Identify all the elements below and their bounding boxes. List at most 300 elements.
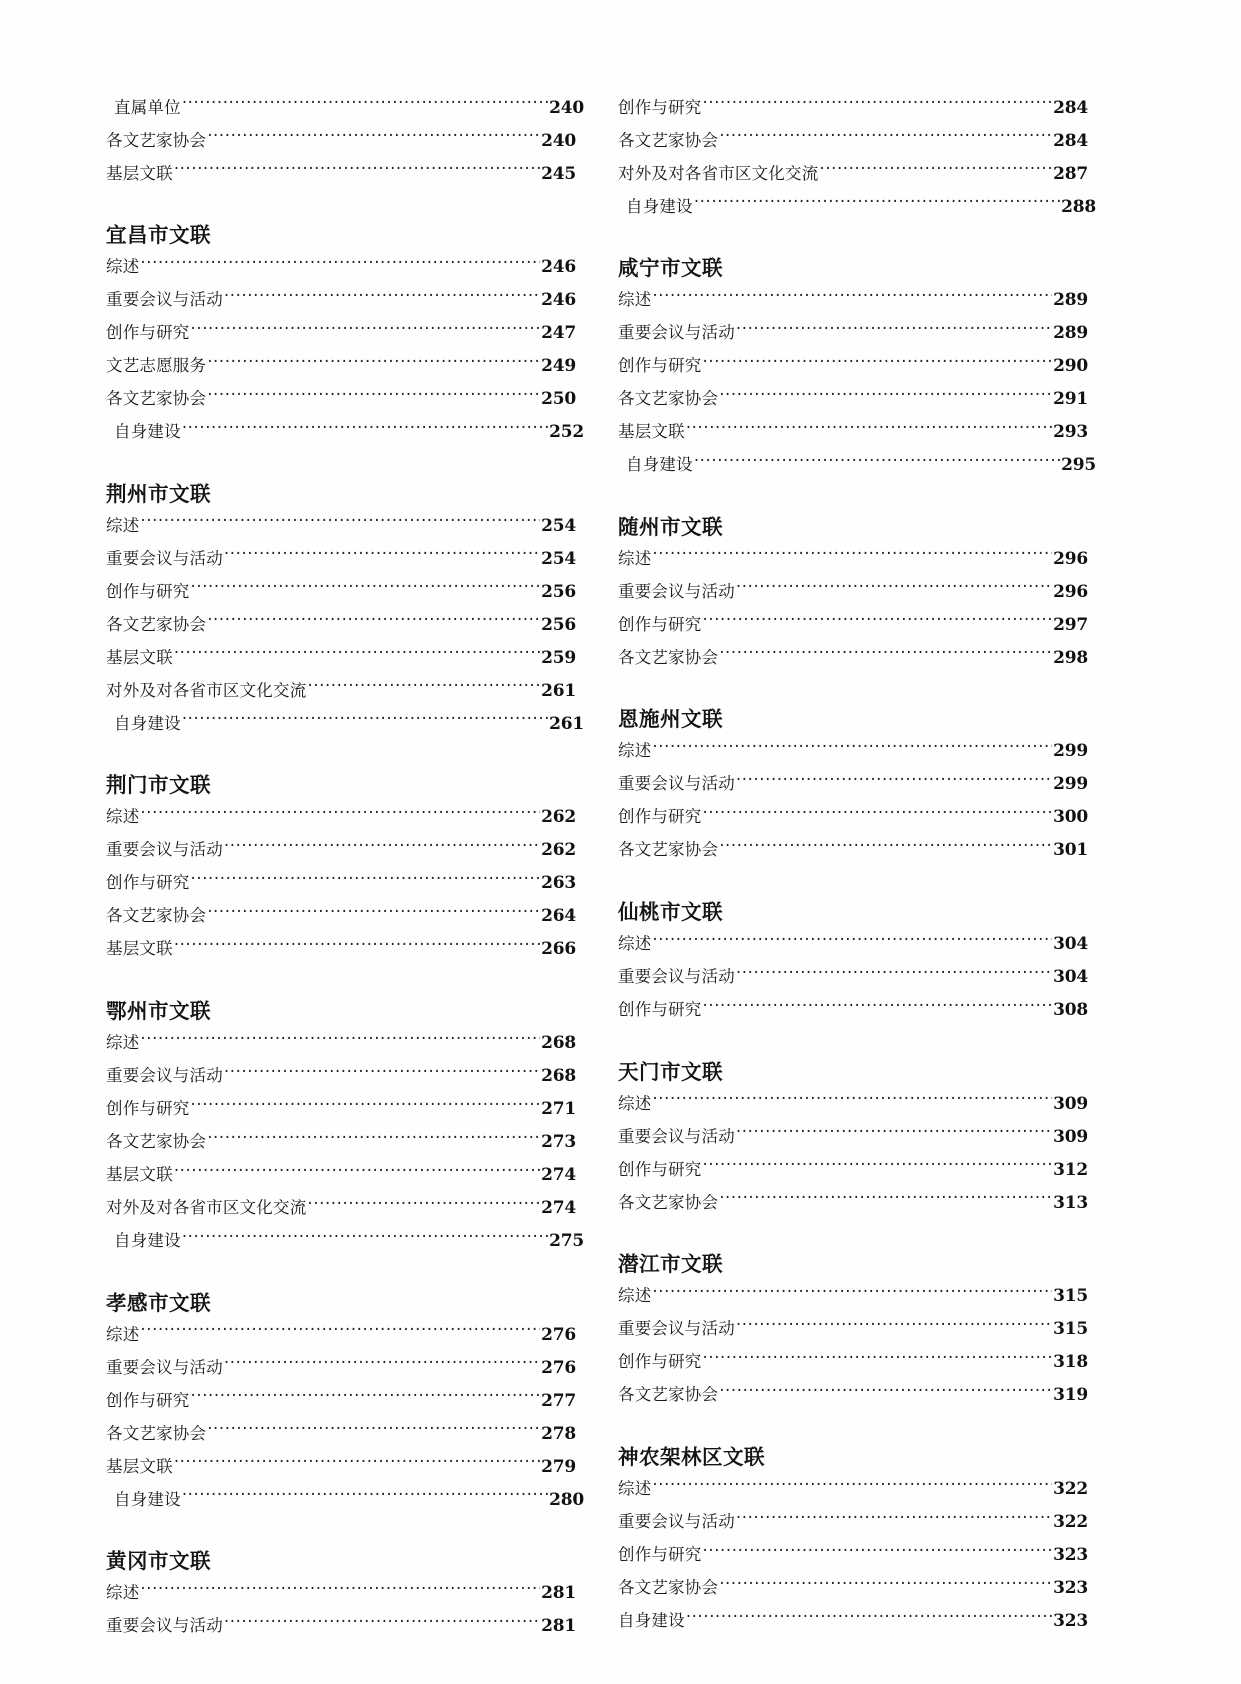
toc-page-number: 249 <box>541 356 576 377</box>
toc-page-number: 254 <box>541 548 576 569</box>
toc-columns <box>104 96 1138 1648</box>
toc-entry-label: 基层文联 <box>106 939 173 959</box>
toc-entry-label: 综述 <box>618 1093 652 1113</box>
toc-entry[interactable] <box>616 1543 1088 1576</box>
toc-entry-label: 综述 <box>618 1286 652 1306</box>
toc-dot-leader <box>207 129 540 146</box>
toc-dot-leader <box>191 322 541 339</box>
toc-page-number: 276 <box>541 1324 576 1345</box>
toc-page-number: 252 <box>549 422 584 443</box>
toc-dot-leader <box>174 646 540 663</box>
toc-dot-leader <box>694 454 1060 471</box>
toc-entry-label: 创作与研究 <box>106 581 190 601</box>
toc-dot-leader <box>686 421 1052 438</box>
toc-dot-leader <box>224 289 540 306</box>
toc-section <box>104 481 584 746</box>
toc-dot-leader <box>736 1318 1052 1335</box>
toc-entry[interactable] <box>104 1615 576 1648</box>
toc-entry-label: 综述 <box>106 807 140 827</box>
toc-entry-label: 基层文联 <box>106 1456 173 1476</box>
toc-dot-leader <box>652 740 1052 757</box>
toc-entry[interactable] <box>104 1455 576 1488</box>
toc-page-number: 313 <box>1053 1192 1088 1213</box>
toc-section-title: 神农架林区文联 <box>618 1444 765 1469</box>
toc-entry[interactable] <box>616 162 1088 195</box>
toc-section <box>104 96 584 195</box>
toc-dot-leader <box>140 256 540 273</box>
toc-entry[interactable] <box>104 1230 584 1263</box>
toc-entry-label: 重要会议与活动 <box>106 1066 223 1085</box>
toc-entry-label: 综述 <box>106 1583 140 1603</box>
toc-dot-leader <box>719 1384 1052 1401</box>
toc-section <box>616 1445 1086 1643</box>
toc-entry-label: 文艺志愿服务 <box>106 356 207 376</box>
toc-entry[interactable] <box>616 1576 1088 1609</box>
toc-section <box>104 998 584 1263</box>
toc-entry[interactable] <box>616 1318 1088 1351</box>
toc-dot-leader <box>736 773 1052 790</box>
toc-dot-leader <box>703 999 1053 1016</box>
toc-page-number: 309 <box>1053 1126 1088 1147</box>
toc-entry[interactable] <box>616 966 1088 999</box>
toc-entry-label: 重要会议与活动 <box>618 1126 735 1146</box>
toc-entry-label: 重要会议与活动 <box>618 967 735 986</box>
toc-dot-leader <box>307 1197 540 1214</box>
toc-entry-label: 重要会议与活动 <box>618 323 735 343</box>
toc-dot-leader <box>140 1582 540 1599</box>
toc-page-number: 323 <box>1053 1610 1088 1631</box>
toc-dot-leader <box>703 1543 1053 1560</box>
toc-entry[interactable] <box>104 1356 576 1389</box>
toc-section-title: 仙桃市文联 <box>618 899 723 924</box>
toc-page-number: 304 <box>1053 967 1088 987</box>
toc-page-number: 301 <box>1053 840 1088 861</box>
toc-dot-leader <box>652 933 1052 950</box>
toc-page-number: 277 <box>541 1390 576 1411</box>
toc-entry-label: 对外及对各省市区文化交流 <box>618 163 819 183</box>
toc-entry-label: 创作与研究 <box>618 807 702 827</box>
toc-entry[interactable] <box>104 679 576 712</box>
toc-entry-label: 基层文联 <box>106 647 173 667</box>
toc-entry-label: 各文艺家协会 <box>106 906 207 926</box>
toc-entry-label: 基层文联 <box>106 1165 173 1184</box>
toc-page-number: 245 <box>541 163 576 184</box>
toc-dot-leader <box>652 1285 1052 1302</box>
toc-entry[interactable] <box>104 96 584 129</box>
toc-page-number: 315 <box>1053 1286 1088 1307</box>
toc-entry-label: 各文艺家协会 <box>106 1132 207 1151</box>
toc-section-title: 黄冈市文联 <box>106 1549 211 1574</box>
toc-section <box>616 256 1096 487</box>
toc-dot-leader <box>182 1230 548 1247</box>
toc-entry-label: 综述 <box>106 1324 140 1344</box>
toc-page-number: 259 <box>541 647 576 668</box>
toc-section <box>104 1290 584 1522</box>
toc-section-title: 潜江市文联 <box>618 1252 723 1277</box>
toc-page-number: 280 <box>549 1489 584 1510</box>
toc-page-number: 319 <box>1053 1385 1088 1406</box>
toc-page-number: 262 <box>541 807 576 828</box>
toc-section-title: 鄂州市文联 <box>106 998 211 1023</box>
toc-page-number: 262 <box>541 840 576 861</box>
toc-page-number: 281 <box>541 1583 576 1604</box>
toc-page-number: 247 <box>541 323 576 344</box>
toc-entry[interactable] <box>104 547 576 580</box>
toc-entry-label: 各文艺家协会 <box>618 1385 719 1405</box>
toc-dot-leader <box>207 613 540 630</box>
toc-dot-leader <box>703 806 1053 823</box>
toc-entry[interactable] <box>616 1191 1088 1224</box>
toc-dot-leader <box>736 322 1052 339</box>
toc-entry-label: 直属单位 <box>114 97 181 117</box>
toc-entry-label: 综述 <box>618 548 652 568</box>
toc-entry-label: 各文艺家协会 <box>106 130 207 150</box>
toc-section <box>104 773 574 971</box>
toc-entry-label: 各文艺家协会 <box>106 614 207 634</box>
toc-entry[interactable] <box>616 1477 1088 1510</box>
toc-section-title: 孝感市文联 <box>106 1290 211 1315</box>
toc-page-number: 279 <box>541 1456 576 1477</box>
toc-entry[interactable] <box>104 355 576 388</box>
toc-entry-label: 综述 <box>106 515 140 535</box>
toc-page-number: 246 <box>541 257 576 278</box>
toc-page-number: 256 <box>541 614 576 635</box>
toc-entry[interactable] <box>104 580 576 613</box>
toc-entry[interactable] <box>104 256 576 289</box>
toc-dot-leader <box>819 162 1052 179</box>
toc-page-number: 261 <box>549 713 584 734</box>
toc-dot-leader <box>224 1615 540 1632</box>
toc-entry-label: 创作与研究 <box>106 1390 190 1410</box>
toc-entry[interactable] <box>104 646 576 679</box>
toc-entry-label: 创作与研究 <box>618 1544 702 1564</box>
toc-page-number: 295 <box>1061 455 1096 476</box>
toc-page-number: 254 <box>541 515 576 536</box>
toc-entry[interactable] <box>104 421 584 454</box>
toc-entry-label: 重要会议与活动 <box>618 774 735 794</box>
toc-dot-leader <box>652 289 1052 306</box>
toc-entry-label: 创作与研究 <box>618 614 702 634</box>
toc-dot-leader <box>140 806 540 823</box>
toc-entry[interactable] <box>104 1164 576 1197</box>
toc-entry-label: 重要会议与活动 <box>618 581 735 601</box>
toc-page-number: 298 <box>1053 647 1088 668</box>
toc-section-title: 恩施州文联 <box>618 707 723 732</box>
toc-dot-leader <box>191 872 541 889</box>
toc-page-number: 322 <box>1053 1511 1088 1532</box>
toc-dot-leader <box>174 938 540 955</box>
toc-entry[interactable] <box>616 195 1096 228</box>
toc-entry[interactable] <box>104 938 576 971</box>
toc-dot-leader <box>703 96 1053 113</box>
toc-section-title: 随州市文联 <box>618 514 723 539</box>
toc-entry[interactable] <box>104 289 576 322</box>
toc-page-number: 300 <box>1053 807 1088 828</box>
toc-right-column <box>616 96 1096 1648</box>
toc-entry-label: 对外及对各省市区文化交流 <box>106 680 307 700</box>
toc-dot-leader <box>140 514 540 531</box>
toc-page-number: 275 <box>549 1231 584 1251</box>
toc-entry[interactable] <box>616 1158 1088 1191</box>
toc-entry[interactable] <box>616 355 1088 388</box>
toc-entry[interactable] <box>616 1384 1088 1417</box>
toc-entry-label: 创作与研究 <box>618 97 702 117</box>
toc-page-number: 308 <box>1053 1000 1088 1020</box>
toc-entry[interactable] <box>616 1092 1088 1125</box>
toc-section <box>616 900 1086 1032</box>
toc-page-number: 266 <box>541 939 576 960</box>
toc-entry-label: 重要会议与活动 <box>106 548 223 568</box>
toc-entry[interactable] <box>616 1125 1088 1158</box>
toc-entry-label: 各文艺家协会 <box>618 389 719 409</box>
toc-entry[interactable] <box>616 388 1088 421</box>
toc-dot-leader <box>719 1576 1052 1593</box>
toc-section <box>104 1549 574 1648</box>
toc-entry[interactable] <box>616 1510 1088 1543</box>
toc-page-number: 284 <box>1053 97 1088 118</box>
toc-entry-label: 创作与研究 <box>618 356 702 376</box>
toc-section-title: 天门市文联 <box>618 1059 723 1084</box>
toc-entry[interactable] <box>104 712 584 745</box>
toc-page-number: 304 <box>1053 934 1088 954</box>
toc-entry[interactable] <box>616 547 1088 580</box>
toc-entry-label: 各文艺家协会 <box>106 1423 207 1443</box>
toc-entry-label: 重要会议与活动 <box>106 290 223 310</box>
toc-entry-label: 基层文联 <box>106 163 173 183</box>
toc-page-number: 278 <box>541 1423 576 1444</box>
toc-entry[interactable] <box>616 289 1088 322</box>
toc-entry-label: 综述 <box>106 1033 140 1052</box>
toc-entry[interactable] <box>104 1131 576 1164</box>
toc-section <box>616 1060 1086 1225</box>
toc-entry[interactable] <box>616 129 1088 162</box>
toc-page-number: 288 <box>1061 196 1096 217</box>
toc-entry-label: 自身建设 <box>114 422 181 442</box>
toc-page-number: 263 <box>541 873 576 894</box>
toc-dot-leader <box>224 1065 540 1082</box>
toc-page-number: 276 <box>541 1357 576 1378</box>
toc-entry-label: 自身建设 <box>114 713 181 733</box>
toc-entry-label: 各文艺家协会 <box>618 1192 719 1212</box>
toc-entry-label: 重要会议与活动 <box>106 1616 223 1636</box>
toc-dot-leader <box>736 966 1052 983</box>
toc-dot-leader <box>224 547 540 564</box>
toc-entry-label: 重要会议与活动 <box>618 1319 735 1339</box>
toc-entry-label: 各文艺家协会 <box>106 389 207 409</box>
toc-left-column <box>104 96 584 1648</box>
toc-entry-label: 重要会议与活动 <box>106 840 223 860</box>
toc-entry[interactable] <box>616 322 1088 355</box>
toc-entry-label: 综述 <box>618 290 652 310</box>
toc-entry[interactable] <box>104 1582 576 1615</box>
toc-entry[interactable] <box>616 454 1096 487</box>
toc-page-number: 271 <box>541 1099 576 1119</box>
toc-section <box>616 1252 1086 1417</box>
toc-page-number: 289 <box>1053 290 1088 311</box>
toc-dot-leader <box>736 1510 1052 1527</box>
toc-entry[interactable] <box>104 162 576 195</box>
toc-entry-label: 自身建设 <box>626 196 693 216</box>
toc-page-number: 264 <box>541 906 576 927</box>
toc-entry[interactable] <box>616 96 1088 129</box>
toc-entry-label: 基层文联 <box>618 422 685 442</box>
toc-entry-label: 重要会议与活动 <box>618 1511 735 1531</box>
toc-entry-label: 创作与研究 <box>106 323 190 343</box>
toc-dot-leader <box>182 1488 548 1505</box>
toc-entry[interactable] <box>104 1098 576 1131</box>
toc-entry-label: 创作与研究 <box>106 1099 190 1118</box>
toc-page-number: 299 <box>1053 741 1088 762</box>
toc-dot-leader <box>207 388 540 405</box>
toc-dot-leader <box>719 646 1052 663</box>
toc-entry-label: 综述 <box>618 934 652 953</box>
toc-dot-leader <box>719 129 1052 146</box>
toc-section <box>616 96 1096 228</box>
toc-section-title: 荆州市文联 <box>106 481 211 506</box>
toc-dot-leader <box>736 580 1052 597</box>
toc-page-number: 240 <box>549 97 584 118</box>
toc-entry[interactable] <box>104 388 576 421</box>
toc-dot-leader <box>703 613 1053 630</box>
toc-page-number: 287 <box>1053 163 1088 184</box>
toc-entry[interactable] <box>616 646 1088 679</box>
toc-entry-label: 综述 <box>618 1478 652 1498</box>
toc-dot-leader <box>652 547 1052 564</box>
toc-dot-leader <box>694 195 1060 212</box>
toc-entry[interactable] <box>616 740 1088 773</box>
toc-entry[interactable] <box>104 1197 576 1230</box>
toc-entry[interactable] <box>104 1488 584 1521</box>
toc-entry[interactable] <box>104 514 576 547</box>
toc-entry-label: 综述 <box>618 741 652 761</box>
toc-entry[interactable] <box>104 872 576 905</box>
toc-dot-leader <box>703 355 1053 372</box>
toc-entry[interactable] <box>616 999 1088 1032</box>
toc-entry[interactable] <box>104 1323 576 1356</box>
toc-entry[interactable] <box>104 322 576 355</box>
toc-entry[interactable] <box>616 1351 1088 1384</box>
toc-dot-leader <box>182 421 548 438</box>
toc-section <box>616 515 1086 680</box>
toc-page-number: 273 <box>541 1132 576 1152</box>
toc-dot-leader <box>191 1098 541 1115</box>
toc-page-number: 323 <box>1053 1544 1088 1565</box>
toc-entry[interactable] <box>104 1065 576 1098</box>
toc-entry[interactable] <box>104 839 576 872</box>
toc-entry[interactable] <box>104 1032 576 1065</box>
toc-page-number: 246 <box>541 290 576 311</box>
toc-dot-leader <box>207 1131 540 1148</box>
toc-entry-label: 各文艺家协会 <box>618 1577 719 1597</box>
toc-entry[interactable] <box>104 806 576 839</box>
toc-section-title: 宜昌市文联 <box>106 223 211 247</box>
toc-dot-leader <box>174 1164 540 1181</box>
toc-entry[interactable] <box>616 839 1088 872</box>
toc-entry[interactable] <box>616 1285 1088 1318</box>
toc-entry-label: 重要会议与活动 <box>106 1357 223 1377</box>
toc-dot-leader <box>224 1356 540 1373</box>
toc-entry[interactable] <box>616 806 1088 839</box>
toc-dot-leader <box>703 1158 1053 1175</box>
toc-dot-leader <box>652 1092 1052 1109</box>
toc-entry-label: 各文艺家协会 <box>618 647 719 667</box>
toc-dot-leader <box>207 905 540 922</box>
toc-page-number: 274 <box>541 1198 576 1218</box>
toc-entry-label: 创作与研究 <box>106 873 190 893</box>
toc-entry-label: 自身建设 <box>626 455 693 475</box>
toc-dot-leader <box>174 1455 540 1472</box>
toc-section-title: 咸宁市文联 <box>618 256 723 280</box>
toc-section-title: 荆门市文联 <box>106 773 211 798</box>
toc-dot-leader <box>307 679 540 696</box>
toc-page-number: 318 <box>1053 1352 1088 1373</box>
toc-entry-label: 创作与研究 <box>618 1000 702 1019</box>
toc-entry[interactable] <box>104 129 576 162</box>
toc-page-number: 299 <box>1053 774 1088 795</box>
toc-page-number: 309 <box>1053 1093 1088 1114</box>
toc-dot-leader <box>182 96 548 113</box>
toc-page-number: 268 <box>541 1066 576 1086</box>
toc-entry[interactable] <box>616 773 1088 806</box>
toc-page-number: 240 <box>541 130 576 151</box>
toc-page-number: 315 <box>1053 1319 1088 1340</box>
toc-entry[interactable] <box>616 421 1088 454</box>
toc-entry-label: 综述 <box>106 257 140 277</box>
toc-dot-leader <box>191 1389 541 1406</box>
toc-entry-label: 对外及对各省市区文化交流 <box>106 1198 307 1217</box>
toc-page-number: 290 <box>1053 356 1088 377</box>
toc-page-number: 312 <box>1053 1159 1088 1180</box>
toc-entry[interactable] <box>616 613 1088 646</box>
toc-page-number: 296 <box>1053 581 1088 602</box>
toc-entry[interactable] <box>616 933 1088 966</box>
toc-entry-label: 自身建设 <box>114 1231 181 1250</box>
toc-entry[interactable] <box>104 905 576 938</box>
toc-dot-leader <box>652 1477 1052 1494</box>
toc-dot-leader <box>140 1032 540 1049</box>
toc-entry[interactable] <box>104 1389 576 1422</box>
toc-page-number: 268 <box>541 1033 576 1053</box>
toc-entry-label: 各文艺家协会 <box>618 130 719 150</box>
toc-dot-leader <box>191 580 541 597</box>
toc-page-number: 284 <box>1053 130 1088 151</box>
toc-dot-leader <box>703 1351 1053 1368</box>
toc-entry-label: 创作与研究 <box>618 1159 702 1179</box>
toc-entry-label: 创作与研究 <box>618 1352 702 1372</box>
toc-dot-leader <box>719 839 1052 856</box>
toc-dot-leader <box>182 712 548 729</box>
toc-page-number: 281 <box>541 1616 576 1637</box>
toc-page-number: 250 <box>541 389 576 410</box>
toc-dot-leader <box>686 1609 1052 1626</box>
toc-entry-label: 各文艺家协会 <box>618 840 719 860</box>
toc-page-number: 297 <box>1053 614 1088 635</box>
toc-entry[interactable] <box>616 1609 1088 1642</box>
toc-dot-leader <box>719 388 1052 405</box>
toc-dot-leader <box>207 355 540 372</box>
toc-entry[interactable] <box>104 613 576 646</box>
toc-section <box>104 223 584 454</box>
toc-dot-leader <box>207 1422 540 1439</box>
toc-page-number: 289 <box>1053 323 1088 344</box>
toc-page-number: 261 <box>541 680 576 701</box>
toc-dot-leader <box>719 1191 1052 1208</box>
toc-entry[interactable] <box>104 1422 576 1455</box>
toc-page-number: 323 <box>1053 1577 1088 1598</box>
toc-entry-label: 自身建设 <box>618 1610 685 1630</box>
toc-dot-leader <box>174 162 540 179</box>
toc-entry[interactable] <box>616 580 1088 613</box>
